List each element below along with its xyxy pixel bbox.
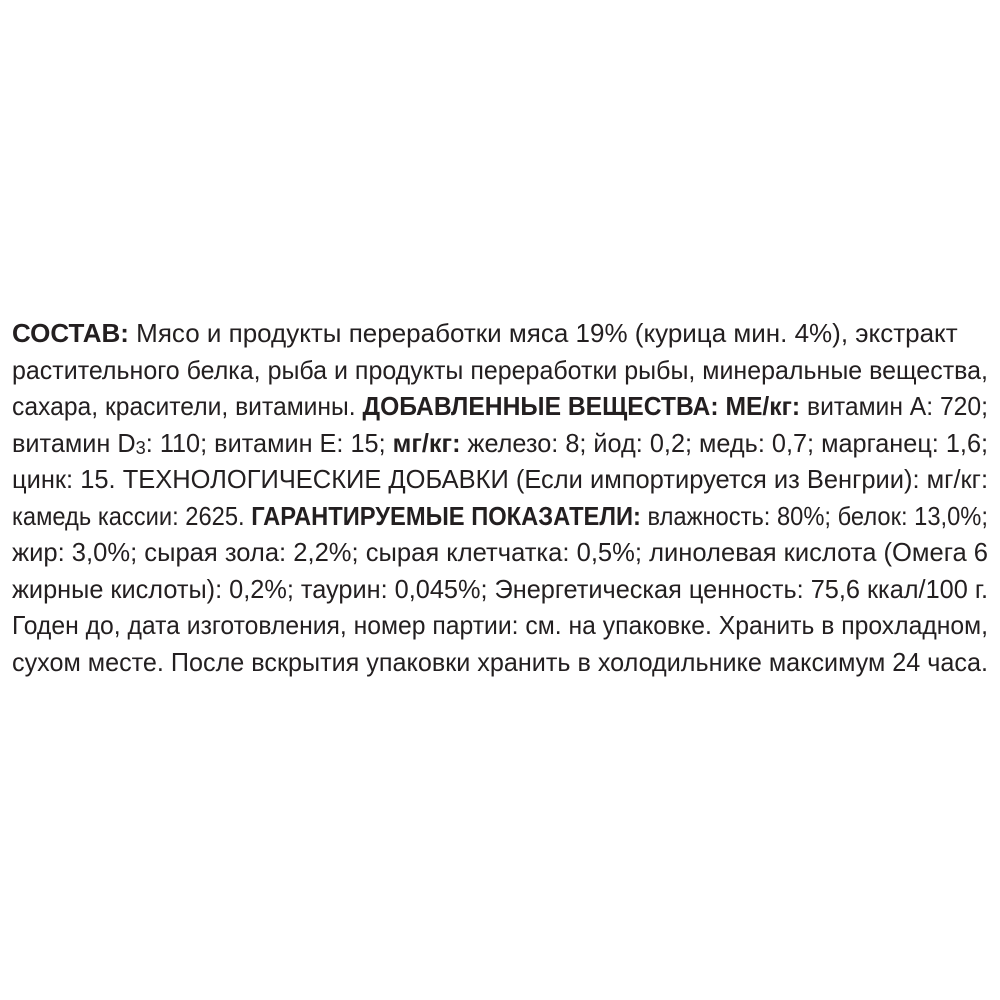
- text-run: : 110; витамин Е: 15;: [145, 427, 393, 458]
- text-line: [12, 425, 989, 462]
- guaranteed-values-heading: ГАРАНТИРУЕМЫЕ ПОКАЗАТЕЛИ:: [251, 500, 641, 531]
- text-run: железо: 8; йод: 0,2; медь: 0,7; марганец: 1,6;: [460, 427, 989, 458]
- product-label-text: [12, 315, 988, 680]
- text-line: [12, 388, 988, 425]
- text-line: [12, 352, 988, 389]
- text-run: сухом месте. После вскрытия упаковки хранить в холодильнике максимум 24 часа.: [12, 646, 989, 677]
- text-line: [12, 315, 988, 352]
- text-line: [12, 534, 989, 571]
- text-run: жир: 3,0%; сырая зола: 2,2%; сырая клетчатка: 0,5%; линолевая кислота (Омега 6: [12, 537, 989, 567]
- composition-heading: СОСТАВ:: [12, 318, 129, 348]
- text-run: витамин D: [12, 427, 136, 458]
- text-run: жирные кислоты): 0,2%; таурин: 0,045%; Энергетическая ценность: 75,6 ккал/100 г.: [12, 573, 989, 604]
- subscript: 3: [135, 436, 146, 458]
- text-line: [12, 498, 988, 535]
- text-run: Мясо и продукты переработки мяса 19% (курица мин. 4%), экстракт: [128, 318, 958, 348]
- text-run: сахара, красители, витамины.: [12, 391, 363, 421]
- text-line: [12, 607, 989, 644]
- mg-per-kg-heading: мг/кг:: [392, 427, 461, 458]
- text-run: Годен до, дата изготовления, номер партии: см. на упаковке. Хранить в прохладном,: [12, 610, 989, 640]
- text-run: цинк: 15. ТЕХНОЛОГИЧЕСКИЕ ДОБАВКИ (Если импортируется из Венгрии): мг/кг:: [12, 464, 989, 494]
- text-run: камедь кассии: 2625.: [12, 500, 252, 531]
- text-run: растительного белка, рыба и продукты переработки рыбы, минеральные вещества,: [12, 354, 988, 385]
- text-run: влажность: 80%; белок: 13,0%;: [640, 500, 988, 531]
- text-run: витамин А: 720;: [800, 391, 988, 421]
- text-line: [12, 571, 989, 608]
- text-line: [12, 644, 989, 681]
- text-line: [12, 461, 989, 498]
- added-substances-heading: ДОБАВЛЕННЫЕ ВЕЩЕСТВА: МЕ/кг:: [362, 391, 801, 421]
